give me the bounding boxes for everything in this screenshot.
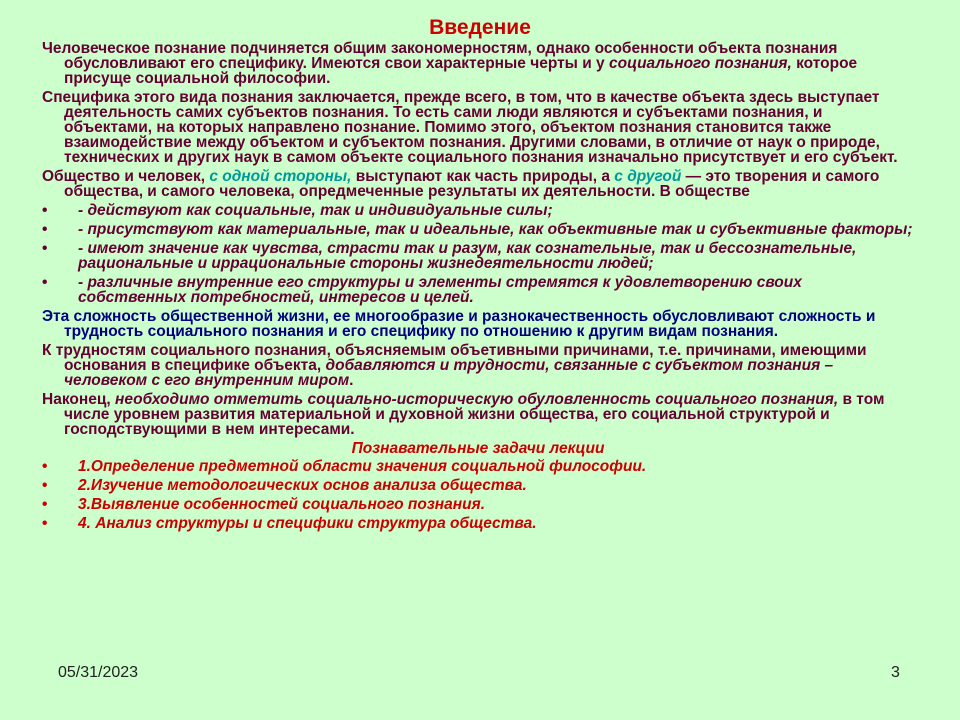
slide-body	[42, 41, 914, 535]
list-item: • 3.Выявление особенностей социального познания.	[42, 496, 486, 513]
list-item: • - присутствуют как материальные, так и идеальные, как объективные так и субъективные факторы;	[42, 221, 913, 238]
p3-b: выступают как часть природы, а	[355, 168, 610, 185]
bullet-icon: •	[42, 274, 48, 291]
footer-date: 05/31/2023	[58, 664, 139, 681]
list-item: • 1.Определение предметной области значения социальной философии.	[42, 458, 647, 475]
p6-italic: необходимо отметить социально-историческую обуловленность социального познания,	[114, 391, 839, 408]
paragraph-4: Эта сложность общественной жизни, ее многообразие и разнокачественность обусловливают сложность и трудность социального познания и его специфику по отношению к другим видам познания.	[42, 308, 876, 340]
p3-c: — это творения и самого общества, и самого человека, опредмеченные результаты их деятельности. В обществе	[64, 168, 880, 200]
paragraph-5	[42, 343, 914, 388]
p6-a: Наконец,	[42, 391, 111, 408]
tasks-heading: Познавательные задачи лекции	[351, 440, 605, 457]
paragraph-1	[42, 41, 914, 86]
list-item: • - имеют значение как чувства, страсти так и разум, как сознательные, так и бессознательные, рациональные и иррациональные стороны жизнедеятельности людей;	[42, 240, 857, 272]
list-item: • - различные внутренние его структуры и элементы стремятся к удовлетворению своих собственных потребностей, интересов и целей.	[42, 274, 802, 306]
p1-end: которое присуще социальной философии.	[64, 55, 858, 87]
list-item: • - действуют как социальные, так и индивидуальные силы;	[42, 202, 553, 219]
paragraph-6	[42, 392, 914, 437]
bullet-icon: •	[42, 202, 48, 219]
p6-b: в том числе уровнем развития материальной и духовной жизни общества, его социальной структурой и господствующими в нем интересами.	[64, 391, 885, 438]
bullet-icon: •	[42, 458, 48, 475]
tasks-list	[42, 459, 914, 531]
p3-teal-1: с одной стороны,	[209, 168, 352, 185]
society-bullets	[42, 203, 914, 305]
slide-title: Введение	[429, 16, 531, 39]
bullet-icon: •	[42, 240, 48, 257]
p1-text: Человеческое познание подчиняется общим закономерностям, однако особенности объекта познания обусловливают его специфику. Имеются свои характерные черты и у	[42, 40, 838, 72]
paragraph-3	[42, 169, 914, 199]
p1-italic: социального познания,	[608, 55, 792, 72]
p5-italic: добавляются и трудности, связанные с субъектом познания – человеком с его внутренним миром	[64, 357, 834, 389]
list-item: • 4. Анализ структуры и специфики структура общества.	[42, 515, 537, 532]
p3-a: Общество и человек,	[42, 168, 206, 185]
list-item: • 2.Изучение методологических основ анализа общества.	[42, 477, 527, 494]
p5-end: .	[349, 372, 354, 389]
bullet-icon: •	[42, 221, 48, 238]
bullet-icon: •	[42, 496, 48, 513]
p5-a: К трудностям социального познания, объясняемым объетивными причинами, т.е. причинами, имеющими основания в специфике объекта,	[42, 342, 867, 374]
paragraph-2: Специфика этого вида познания заключается, прежде всего, в том, что в качестве объекта здесь выступает деятельность самих субъектов познания. То есть сами люди являются и субъектами познания, и объектами, на которых направлено познание. Помимо этого, объектом познания становится также взаимодействие между объектом и субъектом познания. Другими словами, в отличие от наук о природе, технических и других наук в самом объекте социального познания изначально присутствует и его субъект.	[42, 89, 898, 166]
bullet-icon: •	[42, 477, 48, 494]
bullet-icon: •	[42, 515, 48, 532]
page-number: 3	[891, 664, 900, 681]
p3-teal-2: с другой	[614, 168, 682, 185]
